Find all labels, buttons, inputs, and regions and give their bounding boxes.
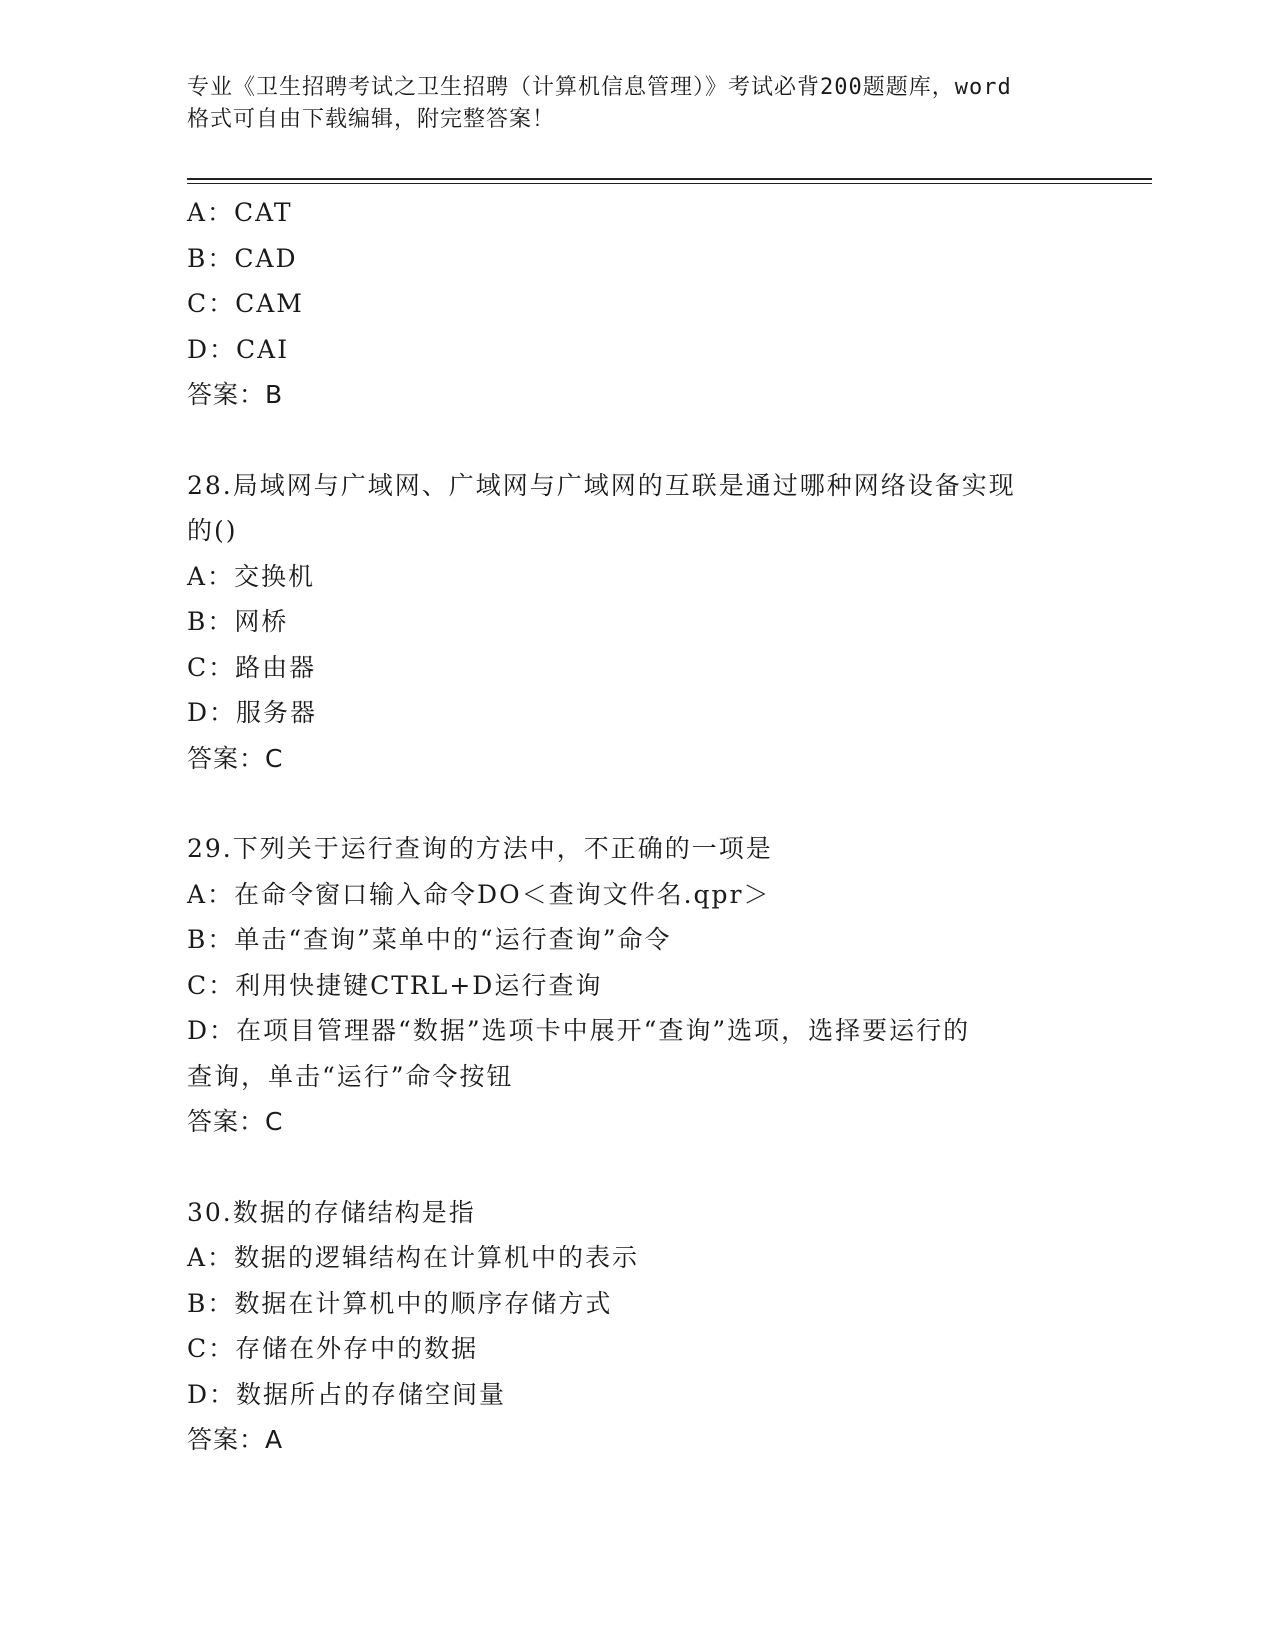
header-divider-thick xyxy=(187,178,1152,180)
answer-line: 答案：C xyxy=(187,1107,284,1136)
question-stem: 29.下列关于运行查询的方法中，不正确的一项是 xyxy=(187,834,773,863)
question-stem: 30.数据的存储结构是指 xyxy=(187,1197,476,1227)
header-divider-thin xyxy=(187,183,1152,184)
option-c: C：CAM xyxy=(187,289,304,318)
option-b: B：CAD xyxy=(187,243,298,273)
option-d: D：数据所占的存储空间量 xyxy=(187,1379,507,1409)
header-line-2: 格式可自由下载编辑，附完整答案！ xyxy=(187,107,556,132)
option-b: B：数据在计算机中的顺序存储方式 xyxy=(187,1288,613,1318)
question-stem-continued: 的() xyxy=(187,516,238,545)
question-list xyxy=(187,190,1087,1463)
option-d-continued: 查询，单击“运行”命令按钮 xyxy=(187,1061,514,1091)
question-28 xyxy=(187,463,1087,782)
option-a: A：交换机 xyxy=(187,561,316,591)
header-line-1: 专业《卫生招聘考试之卫生招聘（计算机信息管理）》考试必背200题题库，word xyxy=(187,75,1012,100)
option-c: C：存储在外存中的数据 xyxy=(187,1334,479,1363)
option-a: A：数据的逻辑结构在计算机中的表示 xyxy=(187,1243,640,1272)
question-27-partial xyxy=(187,190,1087,418)
option-b: B：网桥 xyxy=(187,607,289,636)
answer-line: 答案：B xyxy=(187,380,284,409)
option-c: C：路由器 xyxy=(187,652,317,682)
option-d: D：在项目管理器“数据”选项卡中展开“查询”选项，选择要运行的 xyxy=(187,1016,971,1045)
option-b: B：单击“查询”菜单中的“运行查询”命令 xyxy=(187,925,672,954)
question-30 xyxy=(187,1190,1087,1463)
option-c: C：利用快捷键CTRL+D运行查询 xyxy=(187,970,603,1000)
option-a: A：在命令窗口输入命令DO＜查询文件名.qpr＞ xyxy=(187,879,771,909)
answer-line: 答案：A xyxy=(187,1425,284,1454)
question-29 xyxy=(187,826,1087,1145)
option-d: D：CAI xyxy=(187,334,290,364)
answer-line: 答案：C xyxy=(187,743,284,773)
option-d: D：服务器 xyxy=(187,698,318,727)
option-a: A：CAT xyxy=(187,198,293,227)
question-stem: 28.局域网与广域网、广域网与广域网的互联是通过哪种网络设备实现 xyxy=(187,470,1016,500)
document-header xyxy=(187,72,1087,136)
